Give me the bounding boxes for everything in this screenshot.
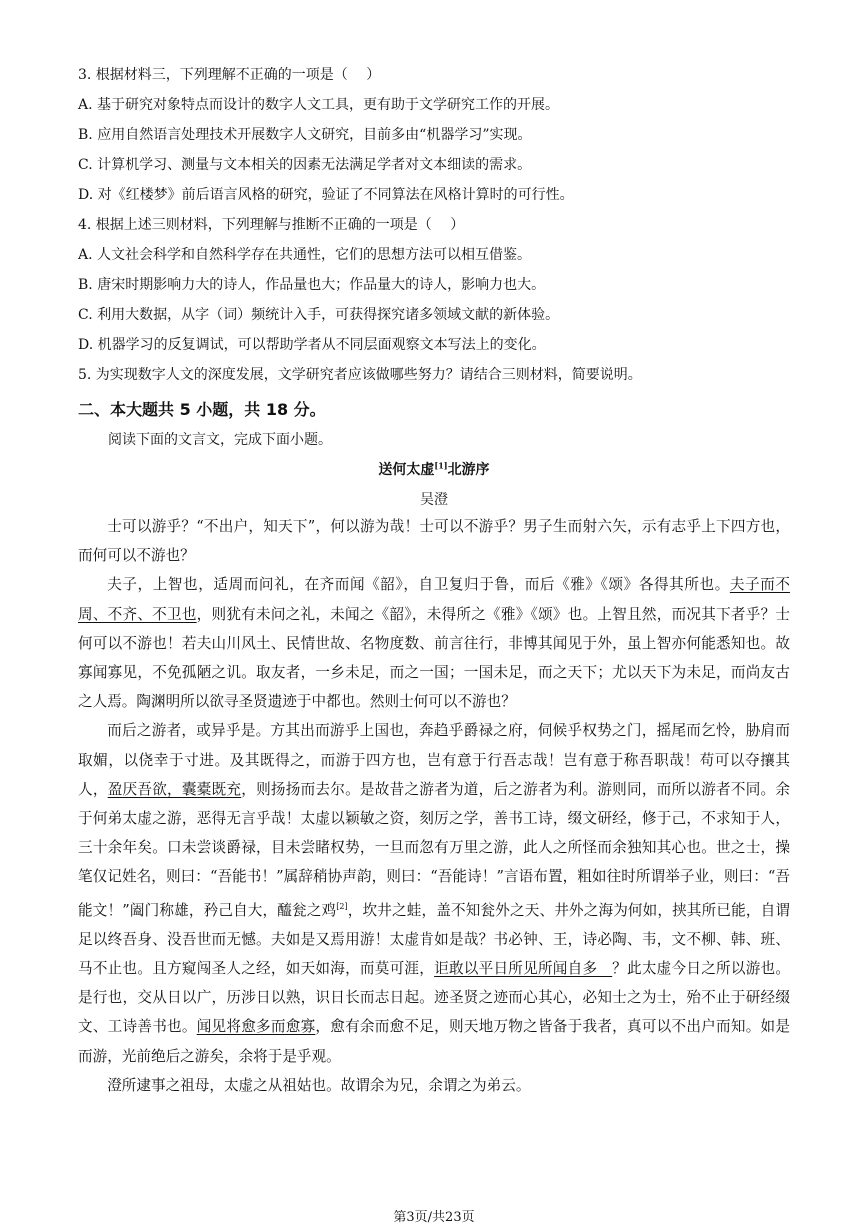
p2-underlined: 夫子而不周、不齐、不卫也 bbox=[78, 576, 790, 623]
p3-text-e: ，愈有余而愈不足，则天地万物之皆备于我者，真可以不出户而知。如是而游，光前绝后之游矣，余将于是乎观。 bbox=[78, 1018, 790, 1065]
passage-title-b: 北游序 bbox=[447, 462, 490, 478]
q4-option-c: C. 利用大数据，从字（词）频统计入手，可获得探究诸多领域文献的新体验。 bbox=[78, 307, 560, 323]
q3-option-d: D. 对《红楼梦》前后语言风格的研究，验证了不同算法在风格计算时的可行性。 bbox=[78, 187, 574, 203]
passage-title-a: 送何太虚 bbox=[378, 462, 435, 478]
p3-underlined-2: 讵敢以平日所见所闻自多 bbox=[434, 959, 613, 977]
passage-body bbox=[78, 512, 790, 1100]
section-intro: 阅读下面的文言文，完成下面小题。 bbox=[108, 432, 332, 448]
q3-option-c: C. 计算机学习、测量与文本相关的因素无法满足学者对文本细读的需求。 bbox=[78, 157, 532, 173]
passage-title bbox=[0, 459, 868, 479]
q4-option-a: A. 人文社会科学和自然科学存在共通性，它们的思想方法可以相互借鉴。 bbox=[78, 247, 532, 263]
q4-option-b: B. 唐宋时期影响力大的诗人，作品量也大；作品量大的诗人，影响力也大。 bbox=[78, 277, 546, 293]
p3-text-b: ，则扬扬而去尔。是故昔之游者为道，后之游者为利。游则同，而所以游者不同。余于何弟太虚之游，恶得无言乎哉！太虚以颖敏之资，刻厉之学，善书工诗，缀文研经，修于己，不求知于人，三十余年矣。口未尝谈爵禄，目未尝睹权势，一旦而忽有万里之游，此人之所怪而余独知其心也。世之士，操笔仅记姓名，则曰：“吾能书！”属辞稍协声韵，则曰：“吾能诗！”言语布置，粗如往时所谓举子业，则曰：“吾能文！”阖门称雄，矜己自大，醯瓮之鸡 bbox=[78, 780, 790, 919]
q4-stem: 4. 根据上述三则材料，下列理解与推断不正确的一项是（ ） bbox=[78, 217, 465, 233]
passage-author: 吴澄 bbox=[420, 492, 448, 508]
q3-option-a: A. 基于研究对象特点而设计的数字人文工具，更有助于文学研究工作的开展。 bbox=[78, 97, 560, 113]
passage-paragraph-4: 澄所逮事之祖母，太虚之从祖姑也。故谓余为兄，余谓之为弟云。 bbox=[107, 1076, 531, 1094]
title-footnote-mark: [1] bbox=[434, 460, 448, 471]
p3-underlined-1: 盈厌吾欲，囊橐既充 bbox=[107, 780, 242, 798]
p3-text-c: ，坎井之蛙，盖不知瓮外之天、井外之海为何如，挟其所已能，自谓足以终吾身、没吾世而无憾。夫如是又焉用游！太虚肯如是哉？书必钟、王，诗必陶、韦，文不柳、韩、班、马不止也。且方窥闯圣人之经，如天如海，而莫可涯， bbox=[78, 901, 790, 977]
q3-option-b: B. 应用自然语言处理技术开展数字人文研究，目前多由“机器学习”实现。 bbox=[78, 127, 532, 143]
p3-footnote-mark: [2] bbox=[336, 901, 348, 911]
section-heading: 二、本大题共 5 小题，共 18 分。 bbox=[78, 400, 326, 419]
page-footer: 第3页/共23页 bbox=[393, 1210, 475, 1225]
p3-text-a: 而后之游者，或异乎是。方其出而游乎上国也，奔趋乎爵禄之府，伺候乎权势之门，摇尾而乞怜，胁肩而取媚，以侥幸于寸进。及其既得之，而游于四方也，岂有意于行吾志哉！岂有意于称吾职哉！苟可以夺攘其人， bbox=[78, 722, 790, 798]
passage-paragraph-1: 士可以游乎？“不出户，知天下”，何以游为哉！士可以不游乎？男子生而射六矢，示有志乎上下四方也，而何可以不游也？ bbox=[78, 518, 790, 565]
p2-text-a: 夫子，上智也，适周而问礼，在齐而闻《韶》，自卫复归于鲁，而后《雅》《颂》各得其所也。 bbox=[107, 576, 730, 594]
q4-option-d: D. 机器学习的反复调试，可以帮助学者从不同层面观察文本写法上的变化。 bbox=[78, 337, 546, 353]
p3-underlined-3: 闻见将愈多而愈寡 bbox=[196, 1018, 316, 1036]
q5-stem: 5. 为实现数字人文的深度发展，文学研究者应该做哪些努力？请结合三则材料，简要说明。 bbox=[78, 367, 642, 383]
p3-text-d: ？此太虚今日之所以游也。是行也，交从日以广，历涉日以熟，识日长而志日起。迹圣贤之迹而心其心，必知士之为士，殆不止于研经缀文、工诗善书也。 bbox=[78, 959, 790, 1036]
passage-paragraph-2 bbox=[78, 570, 790, 716]
passage-paragraph-3 bbox=[78, 716, 790, 1070]
q3-stem: 3. 根据材料三，下列理解不正确的一项是（ ） bbox=[78, 67, 381, 83]
p2-text-b: ，则犹有未问之礼，未闻之《韶》，未得所之《雅》《颂》也。上智且然，而况其下者乎？士何可以不游也！若夫山川风土、民情世故、名物度数、前言往行，非博其闻见于外，虽上智亦何能悉知也。故寡闻寡见，不免孤陋之讥。取友者，一乡未足，而之一国；一国未足，而之天下；尤以天下为未足，而尚友古之人焉。陶渊明所以欲寻圣贤遗迹于中都也。然则士何可以不游也？ bbox=[78, 605, 790, 711]
